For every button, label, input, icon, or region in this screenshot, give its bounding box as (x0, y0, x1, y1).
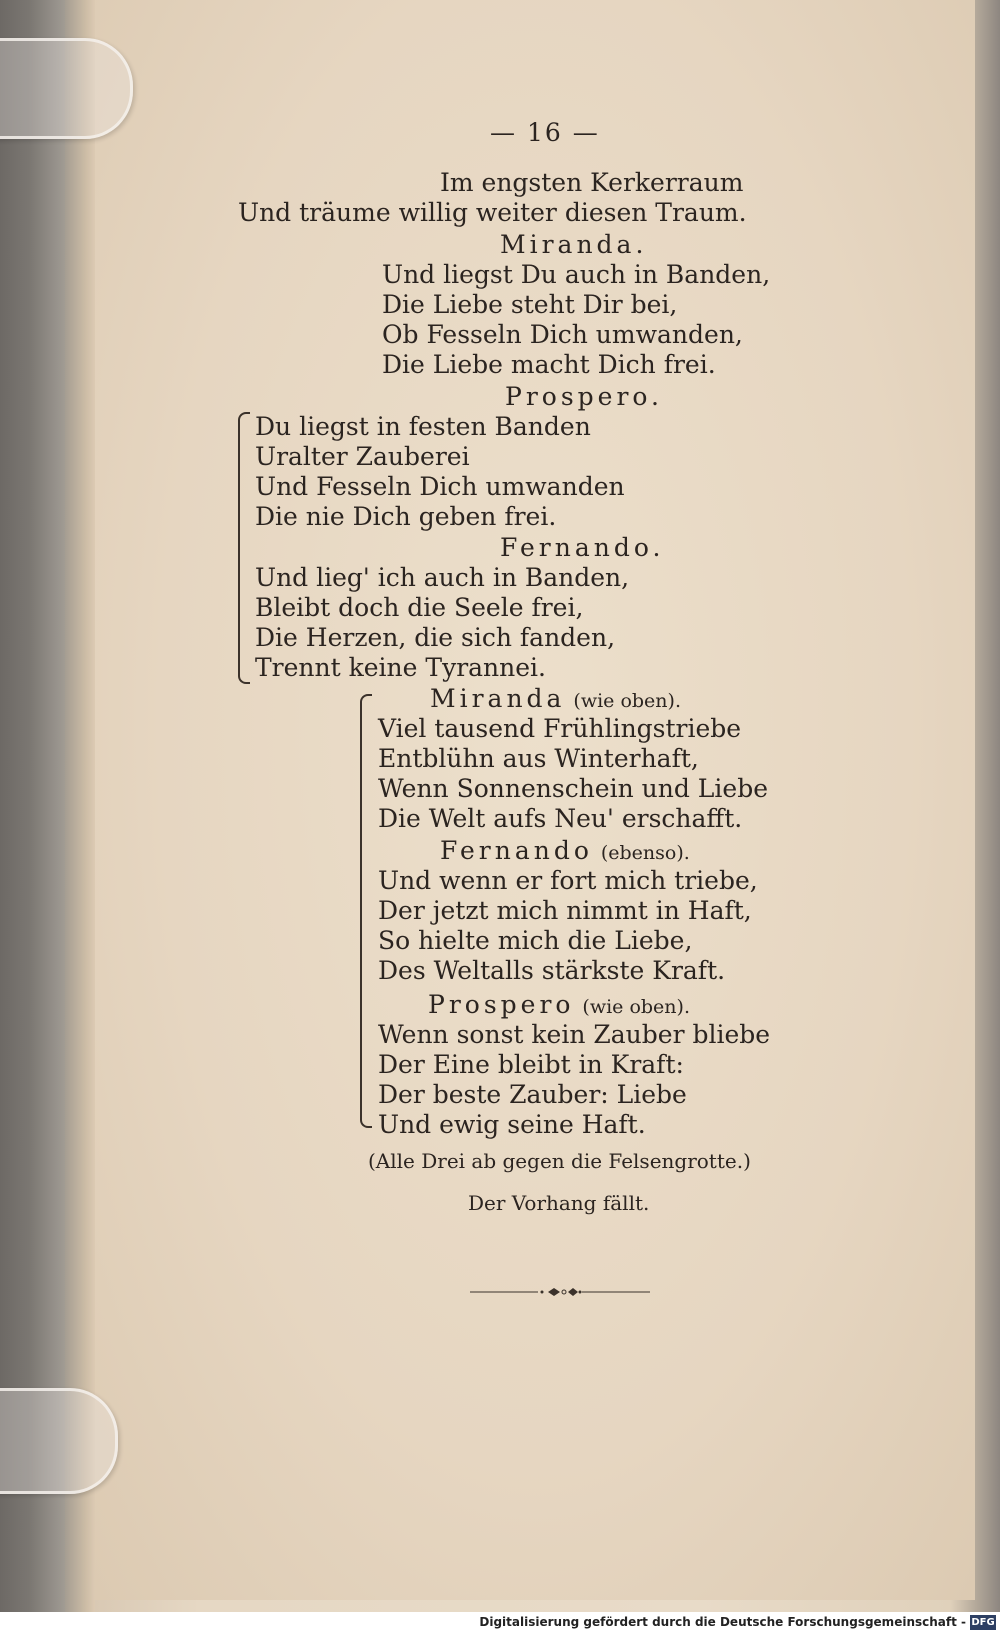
speaker-line (428, 990, 690, 1022)
page-clip-bottom (0, 1388, 118, 1494)
verse-line: Und liegst Du auch in Banden, (382, 260, 771, 289)
verse-line: Die Herzen, die sich fanden, (255, 623, 616, 652)
closing-direction: Der Vorhang fällt. (468, 1191, 650, 1215)
speaker-name: Miranda (430, 684, 566, 713)
verse-line: So hielte mich die Liebe, (378, 926, 693, 955)
ornament-divider (470, 1285, 650, 1299)
verse-line: Du liegst in festen Banden (255, 412, 591, 441)
speaker-name: Prospero. (505, 382, 663, 411)
verse-line: Und Fesseln Dich umwanden (255, 472, 625, 501)
speaker-name: Fernando. (500, 533, 665, 562)
verse-line: Wenn Sonnenschein und Liebe (378, 774, 768, 803)
stage-note: (wie oben). (582, 996, 690, 1018)
verse-line: Der Eine bleibt in Kraft: (378, 1050, 684, 1079)
digitization-footer (0, 1612, 1000, 1634)
verse-line: Im engsten Kerkerraum (440, 168, 744, 197)
verse-line: Die nie Dich geben frei. (255, 502, 557, 531)
stage-note: (ebenso). (600, 842, 690, 864)
stage-direction: (Alle Drei ab gegen die Felsengrotte.) (368, 1149, 751, 1173)
verse-line: Des Weltalls stärkste Kraft. (378, 956, 726, 985)
verse-line: Trennt keine Tyrannei. (255, 653, 546, 682)
grouping-brace (238, 412, 250, 684)
verse-line: Und träume willig weiter diesen Traum. (238, 198, 747, 227)
verse-line: Und lieg' ich auch in Banden, (255, 563, 630, 592)
verse-line: Und wenn er fort mich triebe, (378, 866, 758, 895)
book-gutter (65, 0, 95, 1612)
verse-line: Wenn sonst kein Zauber bliebe (378, 1020, 771, 1049)
funding-notice: Digitalisierung gefördert durch die Deutsche Forschungsgemeinschaft - (479, 1615, 966, 1629)
verse-line: Viel tausend Frühlingstriebe (378, 714, 742, 743)
page-number: — 16 — (490, 118, 600, 147)
verse-line: Ob Fesseln Dich umwanden, (382, 320, 743, 349)
dfg-logo: DFG (971, 1617, 995, 1628)
speaker-line (440, 836, 690, 868)
speaker-line (430, 684, 681, 716)
verse-line: Uralter Zauberei (255, 442, 470, 471)
stage-note: (wie oben). (573, 690, 681, 712)
verse-line: Entblühn aus Winterhaft, (378, 744, 699, 773)
verse-line: Die Liebe macht Dich frei. (382, 350, 716, 379)
verse-line: Die Welt aufs Neu' erschafft. (378, 804, 743, 833)
speaker-name: Miranda. (500, 230, 648, 259)
grouping-brace (360, 694, 372, 1128)
verse-line: Die Liebe steht Dir bei, (382, 290, 678, 319)
verse-line: Der beste Zauber: Liebe (378, 1080, 687, 1109)
verse-line: Und ewig seine Haft. (378, 1110, 646, 1139)
speaker-name: Prospero (428, 990, 575, 1019)
page-clip-top (0, 38, 133, 139)
verse-line: Bleibt doch die Seele frei, (255, 593, 584, 622)
verse-line: Der jetzt mich nimmt in Haft, (378, 896, 752, 925)
speaker-name: Fernando (440, 836, 593, 865)
